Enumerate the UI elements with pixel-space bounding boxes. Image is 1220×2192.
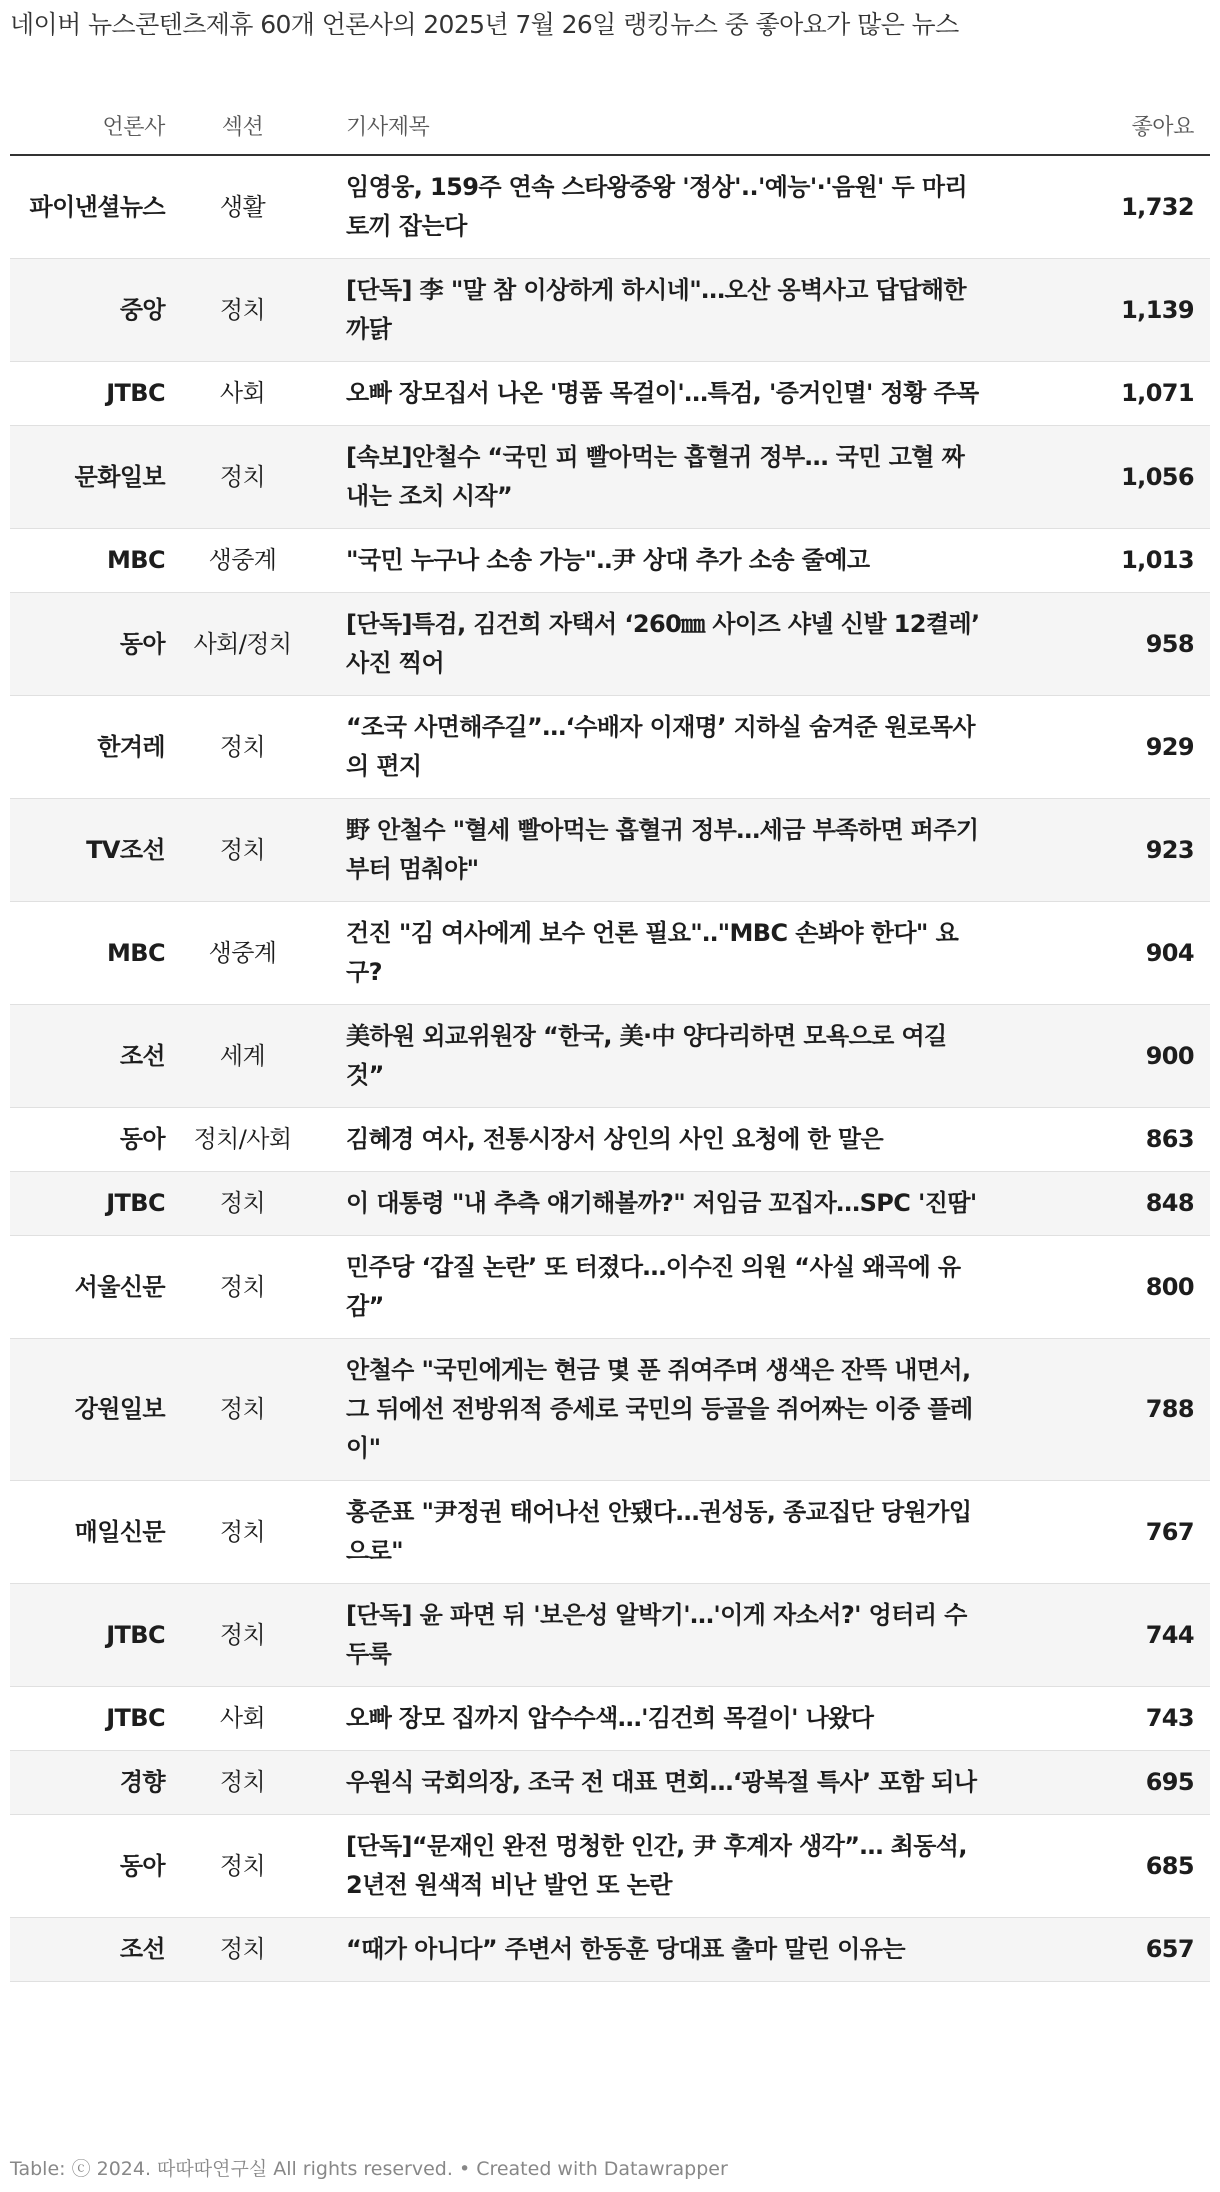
headline-cell: “때가 아니다” 주변서 한동훈 당대표 출마 말린 이유는 [310, 1918, 1100, 1982]
headline-cell: [단독] 李 "말 참 이상하게 하시네"…오산 옹벽사고 답답해한 까닭 [310, 259, 1100, 362]
likes-cell: 800 [1100, 1236, 1210, 1339]
headline-cell: [단독]“문재인 완전 멍청한 인간, 尹 후계자 생각”… 최동석, 2년전 원색적 비난 발언 또 논란 [310, 1815, 1100, 1918]
likes-cell: 1,139 [1100, 259, 1210, 362]
publisher-cell: JTBC [10, 1172, 175, 1236]
table-row [10, 1815, 1210, 1918]
table-row [10, 529, 1210, 593]
likes-cell: 743 [1100, 1687, 1210, 1751]
table-row [10, 799, 1210, 902]
section-cell: 정치 [175, 1339, 310, 1481]
section-cell: 정치/사회 [175, 1108, 310, 1172]
table-footer: Table: ⓒ 2024. 따따따연구실 All rights reserved. • Created with Datawrapper [10, 2158, 728, 2180]
headline-cell: 오빠 장모 집까지 압수수색…'김건희 목걸이' 나왔다 [310, 1687, 1100, 1751]
table-row [10, 362, 1210, 426]
publisher-cell: JTBC [10, 1687, 175, 1751]
likes-cell: 767 [1100, 1481, 1210, 1584]
likes-cell: 1,013 [1100, 529, 1210, 593]
likes-cell: 1,732 [1100, 155, 1210, 259]
table-row [10, 902, 1210, 1005]
section-cell: 정치 [175, 1236, 310, 1339]
publisher-cell: 매일신문 [10, 1481, 175, 1584]
publisher-cell: MBC [10, 902, 175, 1005]
headline-cell: [단독] 윤 파면 뒤 '보은성 알박기'…'이게 자소서?' 엉터리 수두룩 [310, 1584, 1100, 1687]
section-cell: 정치 [175, 426, 310, 529]
section-cell: 사회 [175, 362, 310, 426]
section-cell: 정치 [175, 1815, 310, 1918]
table-row [10, 1687, 1210, 1751]
section-cell: 사회/정치 [175, 593, 310, 696]
publisher-cell: 조선 [10, 1918, 175, 1982]
section-cell: 생중계 [175, 902, 310, 1005]
section-cell: 생중계 [175, 529, 310, 593]
publisher-cell: 강원일보 [10, 1339, 175, 1481]
section-cell: 정치 [175, 799, 310, 902]
headline-cell: "국민 누구나 소송 가능"‥尹 상대 추가 소송 줄예고 [310, 529, 1100, 593]
table-row [10, 1108, 1210, 1172]
likes-cell: 958 [1100, 593, 1210, 696]
section-cell: 사회 [175, 1687, 310, 1751]
publisher-cell: JTBC [10, 362, 175, 426]
likes-cell: 900 [1100, 1005, 1210, 1108]
table-row [10, 1236, 1210, 1339]
likes-cell: 848 [1100, 1172, 1210, 1236]
publisher-cell: 서울신문 [10, 1236, 175, 1339]
header-likes: 좋아요 [1100, 96, 1210, 155]
table-row [10, 259, 1210, 362]
headline-cell: 건진 "김 여사에게 보수 언론 필요"‥"MBC 손봐야 한다" 요구? [310, 902, 1100, 1005]
section-cell: 세계 [175, 1005, 310, 1108]
headline-cell: 美하원 외교위원장 “한국, 美·中 양다리하면 모욕으로 여길 것” [310, 1005, 1100, 1108]
section-cell: 정치 [175, 259, 310, 362]
publisher-cell: 조선 [10, 1005, 175, 1108]
table-title: 네이버 뉴스콘텐츠제휴 60개 언론사의 2025년 7월 26일 랭킹뉴스 중 좋아요가 많은 뉴스 [10, 10, 959, 39]
publisher-cell: 경향 [10, 1751, 175, 1815]
headline-cell: 野 안철수 "혈세 빨아먹는 흡혈귀 정부…세금 부족하면 퍼주기부터 멈춰야" [310, 799, 1100, 902]
likes-cell: 685 [1100, 1815, 1210, 1918]
likes-cell: 904 [1100, 902, 1210, 1005]
likes-cell: 929 [1100, 696, 1210, 799]
likes-cell: 863 [1100, 1108, 1210, 1172]
table-body [10, 155, 1210, 1982]
publisher-cell: 동아 [10, 593, 175, 696]
section-cell: 정치 [175, 1481, 310, 1584]
section-cell: 정치 [175, 1584, 310, 1687]
table-row [10, 696, 1210, 799]
likes-cell: 1,071 [1100, 362, 1210, 426]
table-row [10, 426, 1210, 529]
likes-cell: 695 [1100, 1751, 1210, 1815]
publisher-cell: 중앙 [10, 259, 175, 362]
likes-cell: 788 [1100, 1339, 1210, 1481]
header-section: 섹션 [175, 96, 310, 155]
header-row [10, 96, 1210, 155]
likes-cell: 657 [1100, 1918, 1210, 1982]
likes-cell: 744 [1100, 1584, 1210, 1687]
table-row [10, 1751, 1210, 1815]
header-headline: 기사제목 [310, 96, 1100, 155]
likes-cell: 923 [1100, 799, 1210, 902]
section-cell: 정치 [175, 696, 310, 799]
publisher-cell: JTBC [10, 1584, 175, 1687]
likes-cell: 1,056 [1100, 426, 1210, 529]
section-cell: 정치 [175, 1172, 310, 1236]
table-row [10, 1918, 1210, 1982]
headline-cell: 이 대통령 "내 추측 얘기해볼까?" 저임금 꼬집자…SPC '진땀' [310, 1172, 1100, 1236]
news-table [10, 96, 1210, 1982]
table-row [10, 1584, 1210, 1687]
headline-cell: [속보]안철수 “국민 피 빨아먹는 흡혈귀 정부… 국민 고혈 짜내는 조치 시작” [310, 426, 1100, 529]
headline-cell: 민주당 ‘갑질 논란’ 또 터졌다…이수진 의원 “사실 왜곡에 유감” [310, 1236, 1100, 1339]
publisher-cell: 한겨레 [10, 696, 175, 799]
table-row [10, 1005, 1210, 1108]
section-cell: 생활 [175, 155, 310, 259]
headline-cell: 우원식 국회의장, 조국 전 대표 면회…‘광복절 특사’ 포함 되나 [310, 1751, 1100, 1815]
section-cell: 정치 [175, 1751, 310, 1815]
headline-cell: 김혜경 여사, 전통시장서 상인의 사인 요청에 한 말은 [310, 1108, 1100, 1172]
section-cell: 정치 [175, 1918, 310, 1982]
table-row [10, 1172, 1210, 1236]
table-row [10, 155, 1210, 259]
publisher-cell: 동아 [10, 1815, 175, 1918]
table-row [10, 1481, 1210, 1584]
publisher-cell: MBC [10, 529, 175, 593]
table-row [10, 593, 1210, 696]
publisher-cell: 파이낸셜뉴스 [10, 155, 175, 259]
table-row [10, 1339, 1210, 1481]
header-publisher: 언론사 [10, 96, 175, 155]
headline-cell: 안철수 "국민에게는 현금 몇 푼 쥐여주며 생색은 잔뜩 내면서, 그 뒤에선 전방위적 증세로 국민의 등골을 쥐어짜는 이중 플레이" [310, 1339, 1100, 1481]
publisher-cell: TV조선 [10, 799, 175, 902]
headline-cell: 임영웅, 159주 연속 스타왕중왕 '정상'..'예능'·'음원' 두 마리 토끼 잡는다 [310, 155, 1100, 259]
headline-cell: “조국 사면해주길”…‘수배자 이재명’ 지하실 숨겨준 원로목사의 편지 [310, 696, 1100, 799]
headline-cell: [단독]특검, 김건희 자택서 ‘260㎜ 사이즈 샤넬 신발 12켤레’ 사진 찍어 [310, 593, 1100, 696]
publisher-cell: 문화일보 [10, 426, 175, 529]
headline-cell: 홍준표 "尹정권 태어나선 안됐다…권성동, 종교집단 당원가입으로" [310, 1481, 1100, 1584]
publisher-cell: 동아 [10, 1108, 175, 1172]
headline-cell: 오빠 장모집서 나온 '명품 목걸이'…특검, '증거인멸' 정황 주목 [310, 362, 1100, 426]
